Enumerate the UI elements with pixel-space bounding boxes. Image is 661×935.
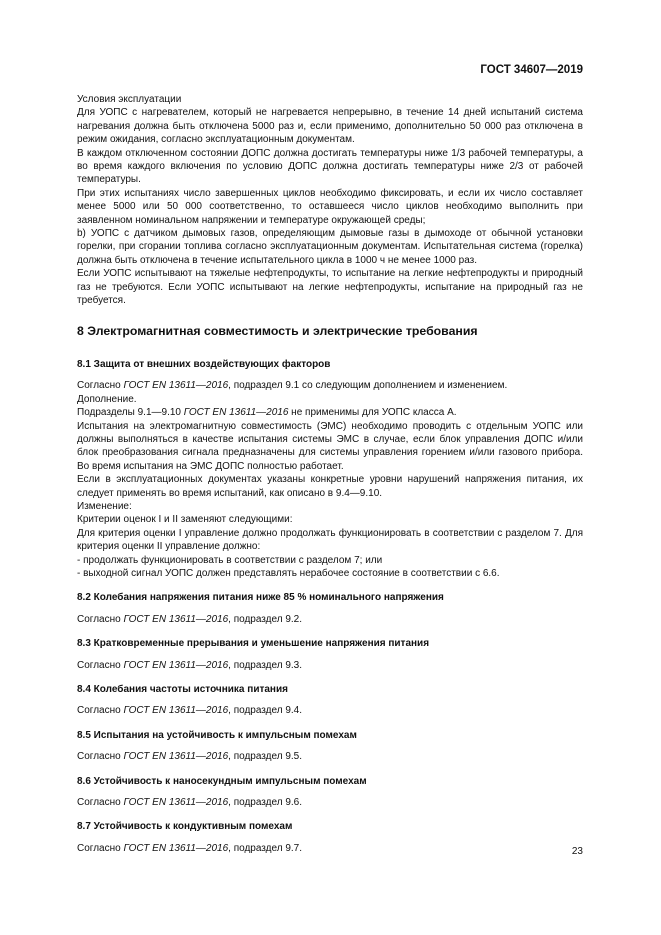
subsection-title: 8.6 Устойчивость к наносекундным импульсным помехам [77,775,367,787]
document-code: ГОСТ 34607—2019 [480,64,583,76]
subsection-title: 8.1 Защита от внешних воздействующих факторов [77,358,331,370]
section-title: 8 Электромагнитная совместимость и электрические требования [77,323,478,338]
standard-reference: ГОСТ EN 13611—2016 [123,380,229,392]
reference-paragraph: Согласно ГОСТ EN 13611—2016, подраздел 9.5. [77,751,303,763]
subsection-title: 8.7 Устойчивость к кондуктивным помехам [77,821,293,833]
page-content [77,93,583,855]
list-item: - продолжать функционировать в соответствии с разделом 7; или [77,554,383,566]
subsection-title: 8.3 Кратковременные прерывания и уменьшение напряжения питания [77,638,430,650]
standard-reference: ГОСТ EN 13611—2016 [123,613,229,625]
paragraph: Критерии оценок I и II заменяют следующими: [77,514,293,526]
reference-paragraph: Согласно ГОСТ EN 13611—2016, подраздел 9.6. [77,797,303,809]
paragraph: Условия эксплуатации [77,94,182,105]
subsection-title: 8.5 Испытания на устойчивость к импульсным помехам [77,729,357,741]
standard-reference: ГОСТ EN 13611—2016 [183,407,289,419]
paragraph: Для критерия оценки I управление должно продолжать функционировать в соответствии с разделом 7. Для критерия оценки II управление должно: [77,527,583,553]
paragraph: В каждом отключенном состоянии ДОПС должна достигать температуры ниже 1/3 рабочей температуры, а во время каждого включения по условию ДОПС должна достигать температуры ниже 2/3 от рабочей температуры. [77,147,583,186]
standard-reference: ГОСТ EN 13611—2016 [123,751,229,763]
standard-reference: ГОСТ EN 13611—2016 [123,797,229,809]
paragraph: Испытания на электромагнитную совместимость (ЭМС) необходимо проводить с отдельным УОПС или должны выполняться в качестве испытания системы ЭМС в случае, если блок управления ДОПС и/или блок преобразования сигнала предназначены для системы управления горением и/или газового прибора. Во время испытания на ЭМС ДОПС полностью работает. [77,420,583,472]
list-item: - выходной сигнал УОПС должен представлять нерабочее состояние в соответствии с 6.6. [77,568,500,579]
subsection-title: 8.4 Колебания частоты источника питания [77,684,288,696]
standard-reference: ГОСТ EN 13611—2016 [123,842,229,854]
reference-paragraph: Согласно ГОСТ EN 13611—2016, подраздел 9.1 со следующим дополнением и изменением. [77,380,508,392]
paragraph: Дополнение. [77,393,137,405]
paragraph: Если в эксплуатационных документах указаны конкретные уровни нарушений напряжения питания, их следует применять во время испытаний, как описано в 9.4—9.10. [77,474,583,499]
paragraph: Подразделы 9.1—9.10 ГОСТ EN 13611—2016 не применимы для УОПС класса А. [77,407,457,419]
reference-paragraph: Согласно ГОСТ EN 13611—2016, подраздел 9.4. [77,705,303,717]
paragraph: Изменение: [77,500,132,512]
paragraph: При этих испытаниях число завершенных циклов необходимо фиксировать, и если их число составляет менее 5000 или 50 000 соответственно, то оставшееся число циклов необходимо выполнить при заявленном номинальном напряжении и температуре окружающей среды; [77,187,583,226]
standard-reference: ГОСТ EN 13611—2016 [123,705,229,717]
reference-paragraph: Согласно ГОСТ EN 13611—2016, подраздел 9.2. [77,613,303,625]
reference-paragraph: Согласно ГОСТ EN 13611—2016, подраздел 9.7. [77,842,303,854]
paragraph: Если УОПС испытывают на тяжелые нефтепродукты, то испытание на легкие нефтепродукты и природный газ не требуются. Если УОПС испытывают на легкие нефтепродукты, испытание на природный газ не требуется. [77,268,583,307]
paragraph: b) УОПС с датчиком дымовых газов, определяющим дымовые газы в дымоходе от обычной установки горелки, при сгорании топлива согласно эксплуатационным документам. Испытательная система (горелка) должна быть отключена в течение испытательного цикла в 1000 ч не менее 1000 раз. [77,228,583,266]
subsection-title: 8.2 Колебания напряжения питания ниже 85 % номинального напряжения [77,592,444,604]
reference-paragraph: Согласно ГОСТ EN 13611—2016, подраздел 9.3. [77,659,303,671]
standard-reference: ГОСТ EN 13611—2016 [123,659,229,671]
page-number: 23 [571,846,583,857]
paragraph: Для УОПС с нагревателем, который не нагревается непрерывно, в течение 14 дней испытаний система нагревания должна быть отключена 5000 раз и, если применимо, дополнительно 50 000 раз отключена в режим ожидания, согласно эксплуатационным документам. [77,107,583,146]
